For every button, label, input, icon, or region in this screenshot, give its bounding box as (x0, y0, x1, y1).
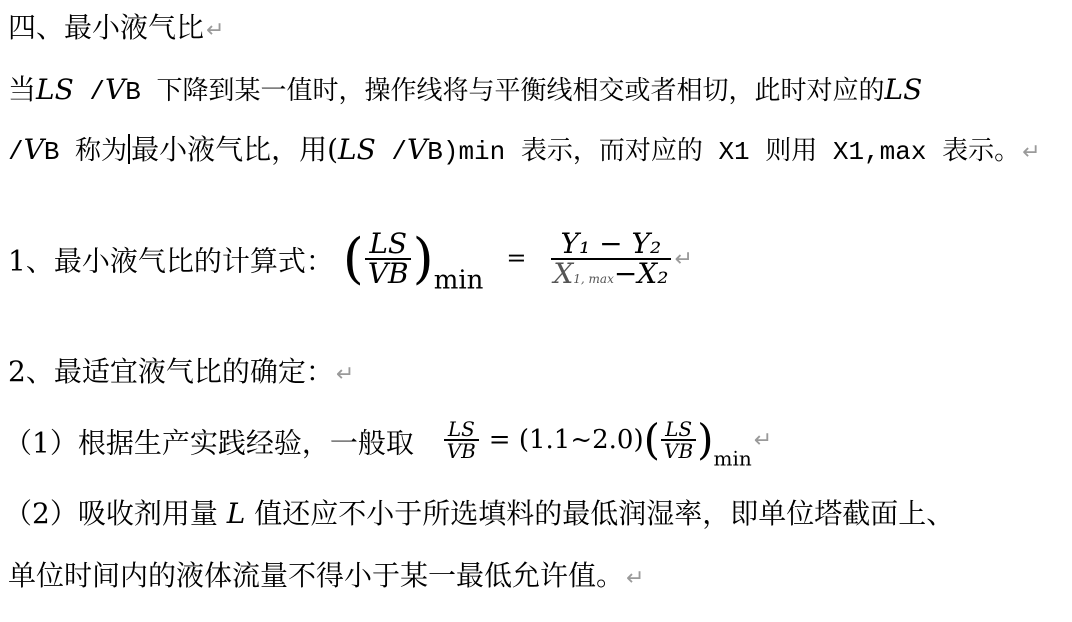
fraction-ls-vb (443, 416, 480, 463)
denominator (549, 256, 672, 290)
denominator: VB (664, 438, 694, 463)
var-ls: LS (338, 133, 376, 166)
text-cursor (128, 134, 130, 164)
numerator: LS (444, 419, 479, 441)
section-heading (8, 8, 224, 51)
numerator: LS (365, 230, 411, 260)
range-expression: = (1.1~2.0) (488, 424, 644, 455)
text: B)min 表示，而对应的 X1 则用 X1,max 表示。 (427, 137, 1021, 167)
paragraph-mark-icon: ↵ (206, 18, 225, 43)
var-ls: LS (36, 73, 74, 106)
item-2-heading (8, 352, 354, 395)
text: B 称为 (43, 137, 128, 167)
paragraph-line-1 (8, 70, 922, 112)
var-x: X (553, 256, 574, 290)
paragraph-mark-icon: ↵ (674, 247, 693, 273)
text: 值还应不小于所选填料的最低润湿率，即单位塔截面上、 (245, 497, 955, 530)
text: 最小液气比，用( (131, 133, 338, 166)
var-ls: LS (884, 73, 923, 106)
paragraph-mark-icon: ↵ (626, 566, 645, 591)
text: 当 (8, 73, 37, 106)
text: 单位时间内的液体流量不得小于某一最低允许值。 (8, 559, 625, 592)
subscript-min: min (433, 265, 484, 296)
fraction-y-x (549, 226, 672, 290)
paragraph-mark-icon: ↵ (753, 428, 773, 454)
subscript: 1, max (573, 271, 614, 286)
formula-line-1 (8, 222, 693, 300)
var-x2: −X₂ (613, 256, 669, 290)
formula-min-ratio (342, 226, 693, 296)
denominator: VB (446, 438, 476, 463)
item-label: 1、最小液气比的计算式： (8, 244, 334, 278)
var-v: V (23, 133, 44, 166)
numerator: LS (661, 419, 696, 441)
text: （2）吸收剂用量 (4, 497, 227, 530)
text: / (73, 77, 106, 107)
fraction-ls-vb (364, 226, 413, 290)
numerator: Y₁ − Y₂ (551, 230, 672, 260)
fraction-ls-vb (660, 416, 697, 463)
text: B 下降到某一值时，操作线将与平衡线相交或者相切，此时对应的 (125, 77, 885, 107)
paren-left: ( (643, 414, 660, 464)
paragraph-mark-icon: ↵ (335, 362, 355, 387)
var-v: V (407, 133, 428, 166)
denominator: VB (367, 256, 409, 290)
text: / (8, 137, 24, 167)
var-v: V (105, 73, 126, 106)
equals-sign: = (506, 244, 527, 273)
item-2-2-line-1 (4, 494, 954, 534)
paren-left: ( (342, 226, 364, 290)
subscript-min: min (713, 446, 752, 471)
text: / (375, 137, 407, 167)
var-l: L (226, 497, 246, 530)
item-2-2-line-2 (8, 556, 644, 599)
paragraph-mark-icon: ↵ (1022, 140, 1041, 165)
formula-range (443, 414, 773, 471)
item-2-1 (4, 414, 772, 472)
paragraph-line-2 (8, 130, 1041, 173)
paren-right: ) (412, 226, 434, 290)
item-label: 2、最适宜液气比的确定： (8, 355, 334, 388)
paren-right: ) (697, 414, 714, 464)
heading-text: 四、最小液气比 (8, 11, 205, 44)
item-label: （1）根据生产实践经验，一般取 (4, 426, 414, 460)
